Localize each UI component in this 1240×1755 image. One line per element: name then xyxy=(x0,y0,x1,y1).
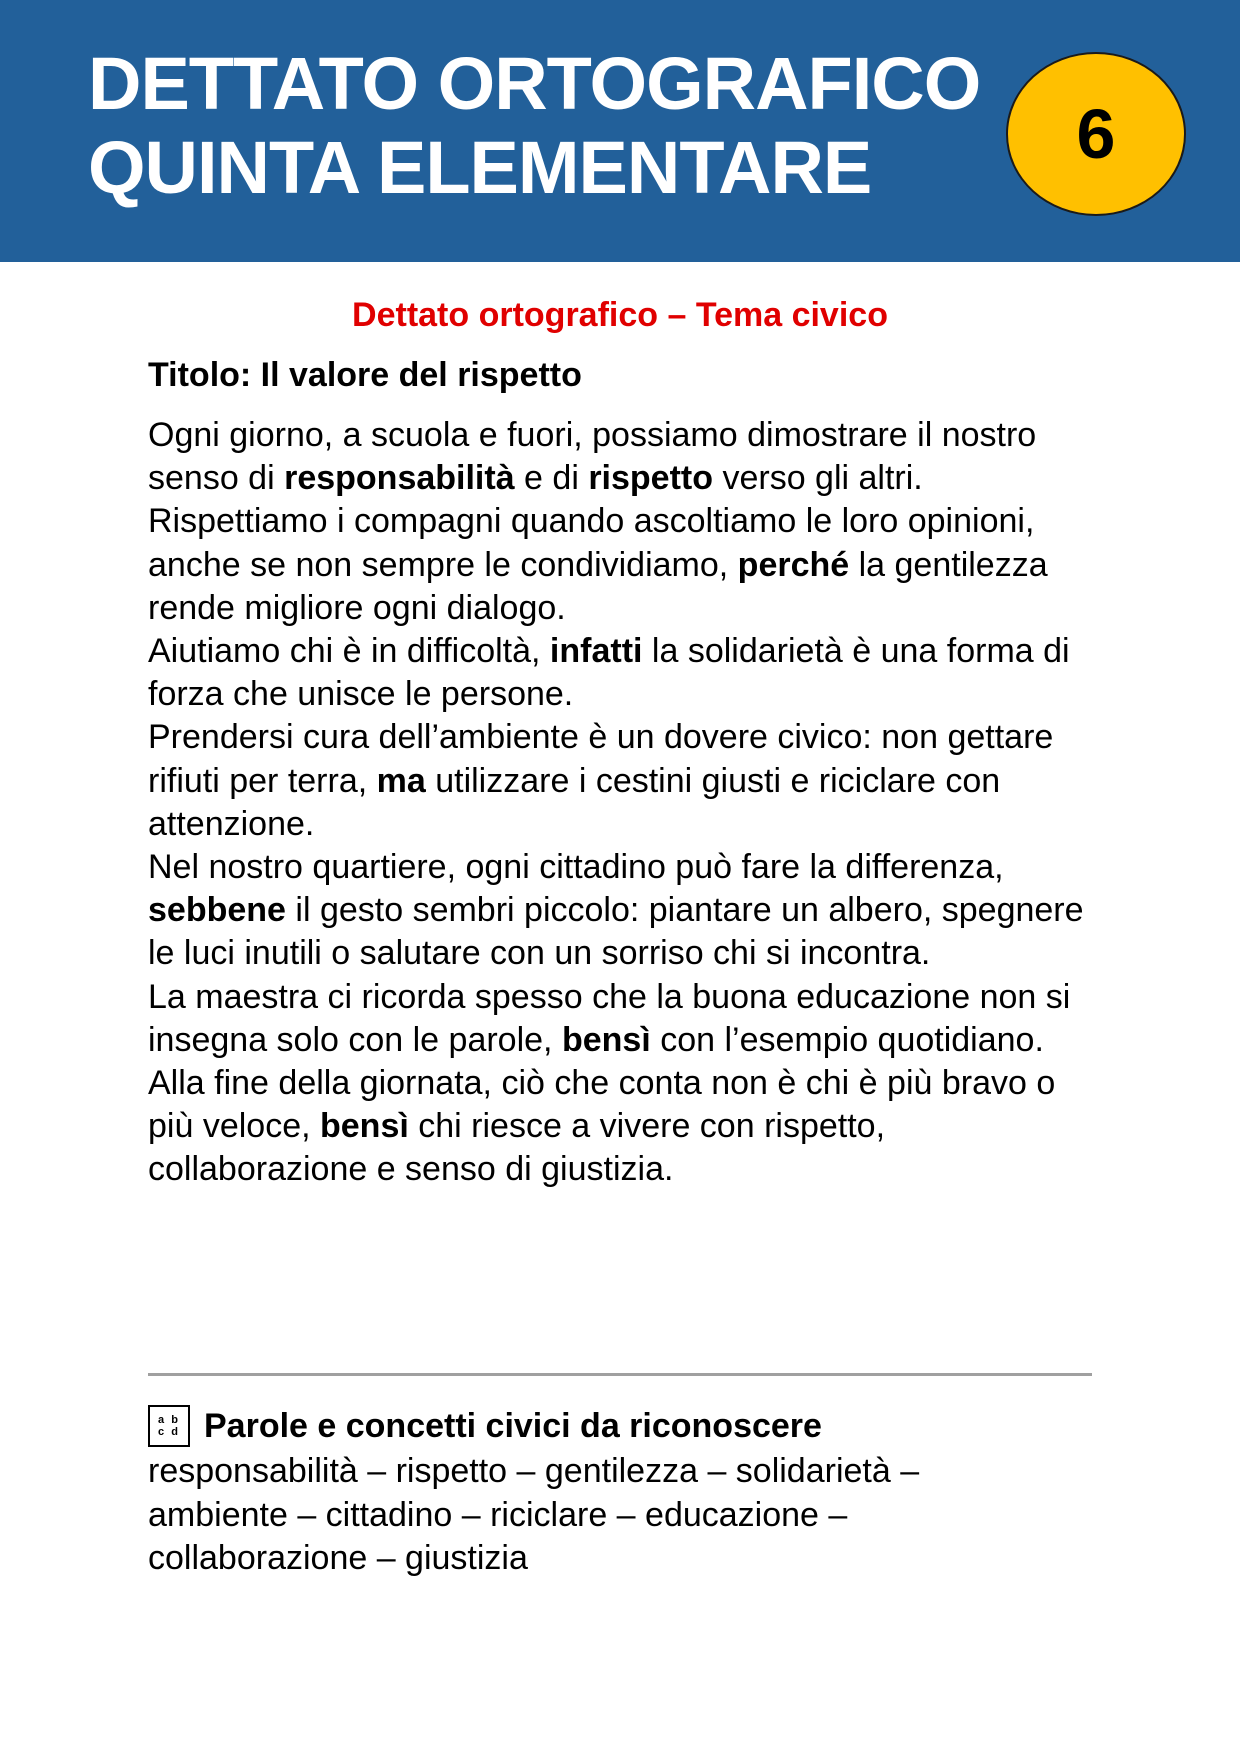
paragraph xyxy=(148,846,1108,976)
text-segment: Rispettiamo i compagni quando ascoltiamo le loro opinioni, anche se non sempre le condividiamo, xyxy=(148,502,1035,584)
text-segment: utilizzare i cestini giusti e riciclare con attenzione. xyxy=(148,761,1001,843)
text-segment: La maestra ci ricorda spesso che la buona educazione non si insegna solo con le parole, xyxy=(148,977,1071,1059)
paragraph xyxy=(148,716,1108,846)
keyword: perché xyxy=(737,545,850,584)
page-title xyxy=(88,42,980,210)
keyword: bensì xyxy=(320,1107,409,1146)
keyword: sebbene xyxy=(148,891,286,930)
keyword: rispetto xyxy=(588,459,714,498)
dictation-title: Titolo: Il valore del rispetto xyxy=(148,356,582,394)
divider xyxy=(148,1373,1092,1376)
text-segment: Aiutiamo chi è in difficoltà, xyxy=(148,632,550,671)
words-section-heading xyxy=(148,1405,822,1447)
title-line-2: QUINTA ELEMENTARE xyxy=(88,126,872,209)
text-segment: Prendersi cura dell’ambiente è un dovere civico: non gettare rifiuti per terra, xyxy=(148,718,1054,800)
title-line-1: DETTATO ORTOGRAFICO xyxy=(88,42,981,125)
paragraph xyxy=(148,630,1108,716)
paragraph xyxy=(148,976,1108,1062)
icon-text-top: a b xyxy=(158,1414,180,1426)
keyword: infatti xyxy=(549,632,643,671)
text-segment: Ogni giorno, a scuola e fuori, possiamo dimostrare il nostro senso di xyxy=(148,416,1037,498)
abcd-icon xyxy=(148,1405,190,1447)
keyword: responsabilità xyxy=(284,459,515,498)
subtitle: Dettato ortografico – Tema civico xyxy=(352,296,888,334)
paragraph xyxy=(148,500,1108,630)
keyword: bensì xyxy=(561,1020,651,1059)
text-segment: Nel nostro quartiere, ogni cittadino può fare la differenza, xyxy=(148,848,1004,887)
header-banner xyxy=(0,0,1240,262)
paragraph xyxy=(148,414,1108,500)
paragraph xyxy=(148,1062,1108,1192)
text-segment: la gentilezza rende migliore ogni dialogo. xyxy=(148,545,1048,627)
text-segment: con l’esempio quotidiano. xyxy=(650,1020,1044,1059)
number-badge: 6 xyxy=(1006,52,1186,216)
text-segment: il gesto sembri piccolo: piantare un albero, spegnere le luci inutili o salutare con un sorriso chi si incontra. xyxy=(148,891,1084,973)
text-segment: e di xyxy=(514,459,589,498)
text-segment: Alla fine della giornata, ciò che conta non è chi è più bravo o più veloce, xyxy=(148,1064,1056,1146)
icon-text-bottom: c d xyxy=(158,1426,180,1438)
text-segment: chi riesce a vivere con rispetto, collaborazione e senso di giustizia. xyxy=(148,1107,886,1189)
words-heading-text: Parole e concetti civici da riconoscere xyxy=(204,1406,822,1445)
words-list: responsabilità – rispetto – gentilezza – solidarietà – ambiente – cittadino – riciclare – educazione – collaborazione – giustizia xyxy=(148,1452,920,1577)
text-segment: la solidarietà è una forma di forza che unisce le persone. xyxy=(148,632,1070,714)
text-segment: verso gli altri. xyxy=(713,459,923,498)
dictation-text xyxy=(148,414,1108,1192)
keyword: ma xyxy=(376,761,426,800)
